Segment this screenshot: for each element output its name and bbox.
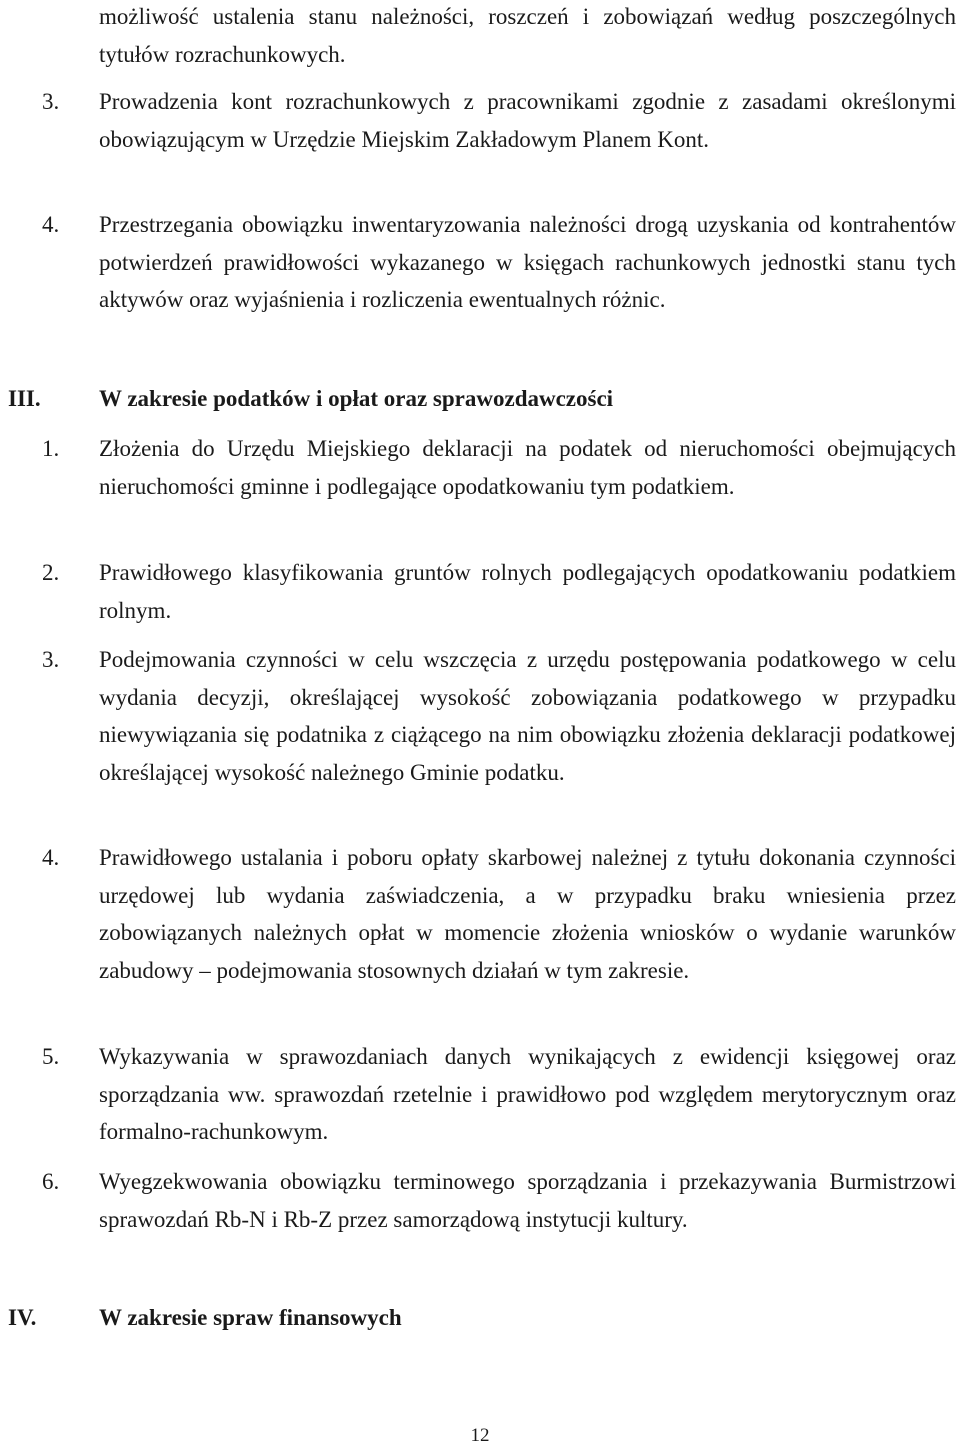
list-item-number: 4. — [42, 212, 60, 237]
list-item-text: Prowadzenia kont rozrachunkowych z pracownikami zgodnie z zasadami określonymi obowiązującym w Urzędzie Miejskim Zakładowym Planem Kont. — [99, 89, 956, 152]
list-item-text: Wyegzekwowania obowiązku terminowego sporządzania i przekazywania Burmistrzowi sprawozdań Rb-N i Rb-Z przez samorządową instytucji kultury. — [99, 1169, 956, 1232]
list-item-number: 1. — [42, 436, 60, 461]
section-title: W zakresie spraw finansowych — [99, 1305, 402, 1330]
list-item-number: 5. — [42, 1044, 60, 1069]
list-item-number: 6. — [42, 1169, 60, 1194]
list-item-number: 3. — [42, 647, 60, 672]
section-number: IV. — [8, 1305, 37, 1330]
list-item-text: Wykazywania w sprawozdaniach danych wynikających z ewidencji księgowej oraz sporządzania ww. sprawozdań rzetelnie i prawidłowo pod względem merytorycznym oraz formalno-rachunkowym. — [99, 1044, 956, 1144]
page-number: 12 — [470, 1425, 490, 1446]
list-item-number: 3. — [42, 89, 60, 114]
paragraph-text: możliwość ustalenia stanu należności, roszczeń i zobowiązań według poszczególnych tytułów rozrachunkowych. — [99, 4, 956, 67]
list-item-text: Złożenia do Urzędu Miejskiego deklaracji na podatek od nieruchomości obejmujących nieruchomości gminne i podlegające opodatkowaniu tym podatkiem. — [99, 436, 956, 499]
section-title: W zakresie podatków i opłat oraz sprawozdawczości — [99, 386, 614, 411]
list-item-text: Podejmowania czynności w celu wszczęcia z urzędu postępowania podatkowego w celu wydania decyzji, określającej wysokość zobowiązania podatkowego w przypadku niewywiązania się podatnika z ciążącego na nim obowiązku złożenia deklaracji podatkowej określającej wysokość należnego Gminie podatku. — [99, 647, 956, 785]
section-number: III. — [8, 386, 41, 411]
list-item-text: Przestrzegania obowiązku inwentaryzowania należności drogą uzyskania od kontrahentów potwierdzeń prawidłowości wykazanego w księgach rachunkowych jednostki stanu tych aktywów oraz wyjaśnienia i rozliczenia ewentualnych różnic. — [99, 212, 956, 312]
list-item-text: Prawidłowego ustalania i poboru opłaty skarbowej należnej z tytułu dokonania czynności urzędowej lub wydania zaświadczenia, a w przypadku braku wniesienia przez zobowiązanych należnych opłat w momencie złożenia wniosków o wydanie warunków zabudowy – podejmowania stosownych działań w tym zakresie. — [99, 845, 956, 983]
list-item-number: 2. — [42, 560, 60, 585]
list-item-text: Prawidłowego klasyfikowania gruntów rolnych podlegających opodatkowaniu podatkiem rolnym. — [99, 560, 956, 623]
list-item-number: 4. — [42, 845, 60, 870]
